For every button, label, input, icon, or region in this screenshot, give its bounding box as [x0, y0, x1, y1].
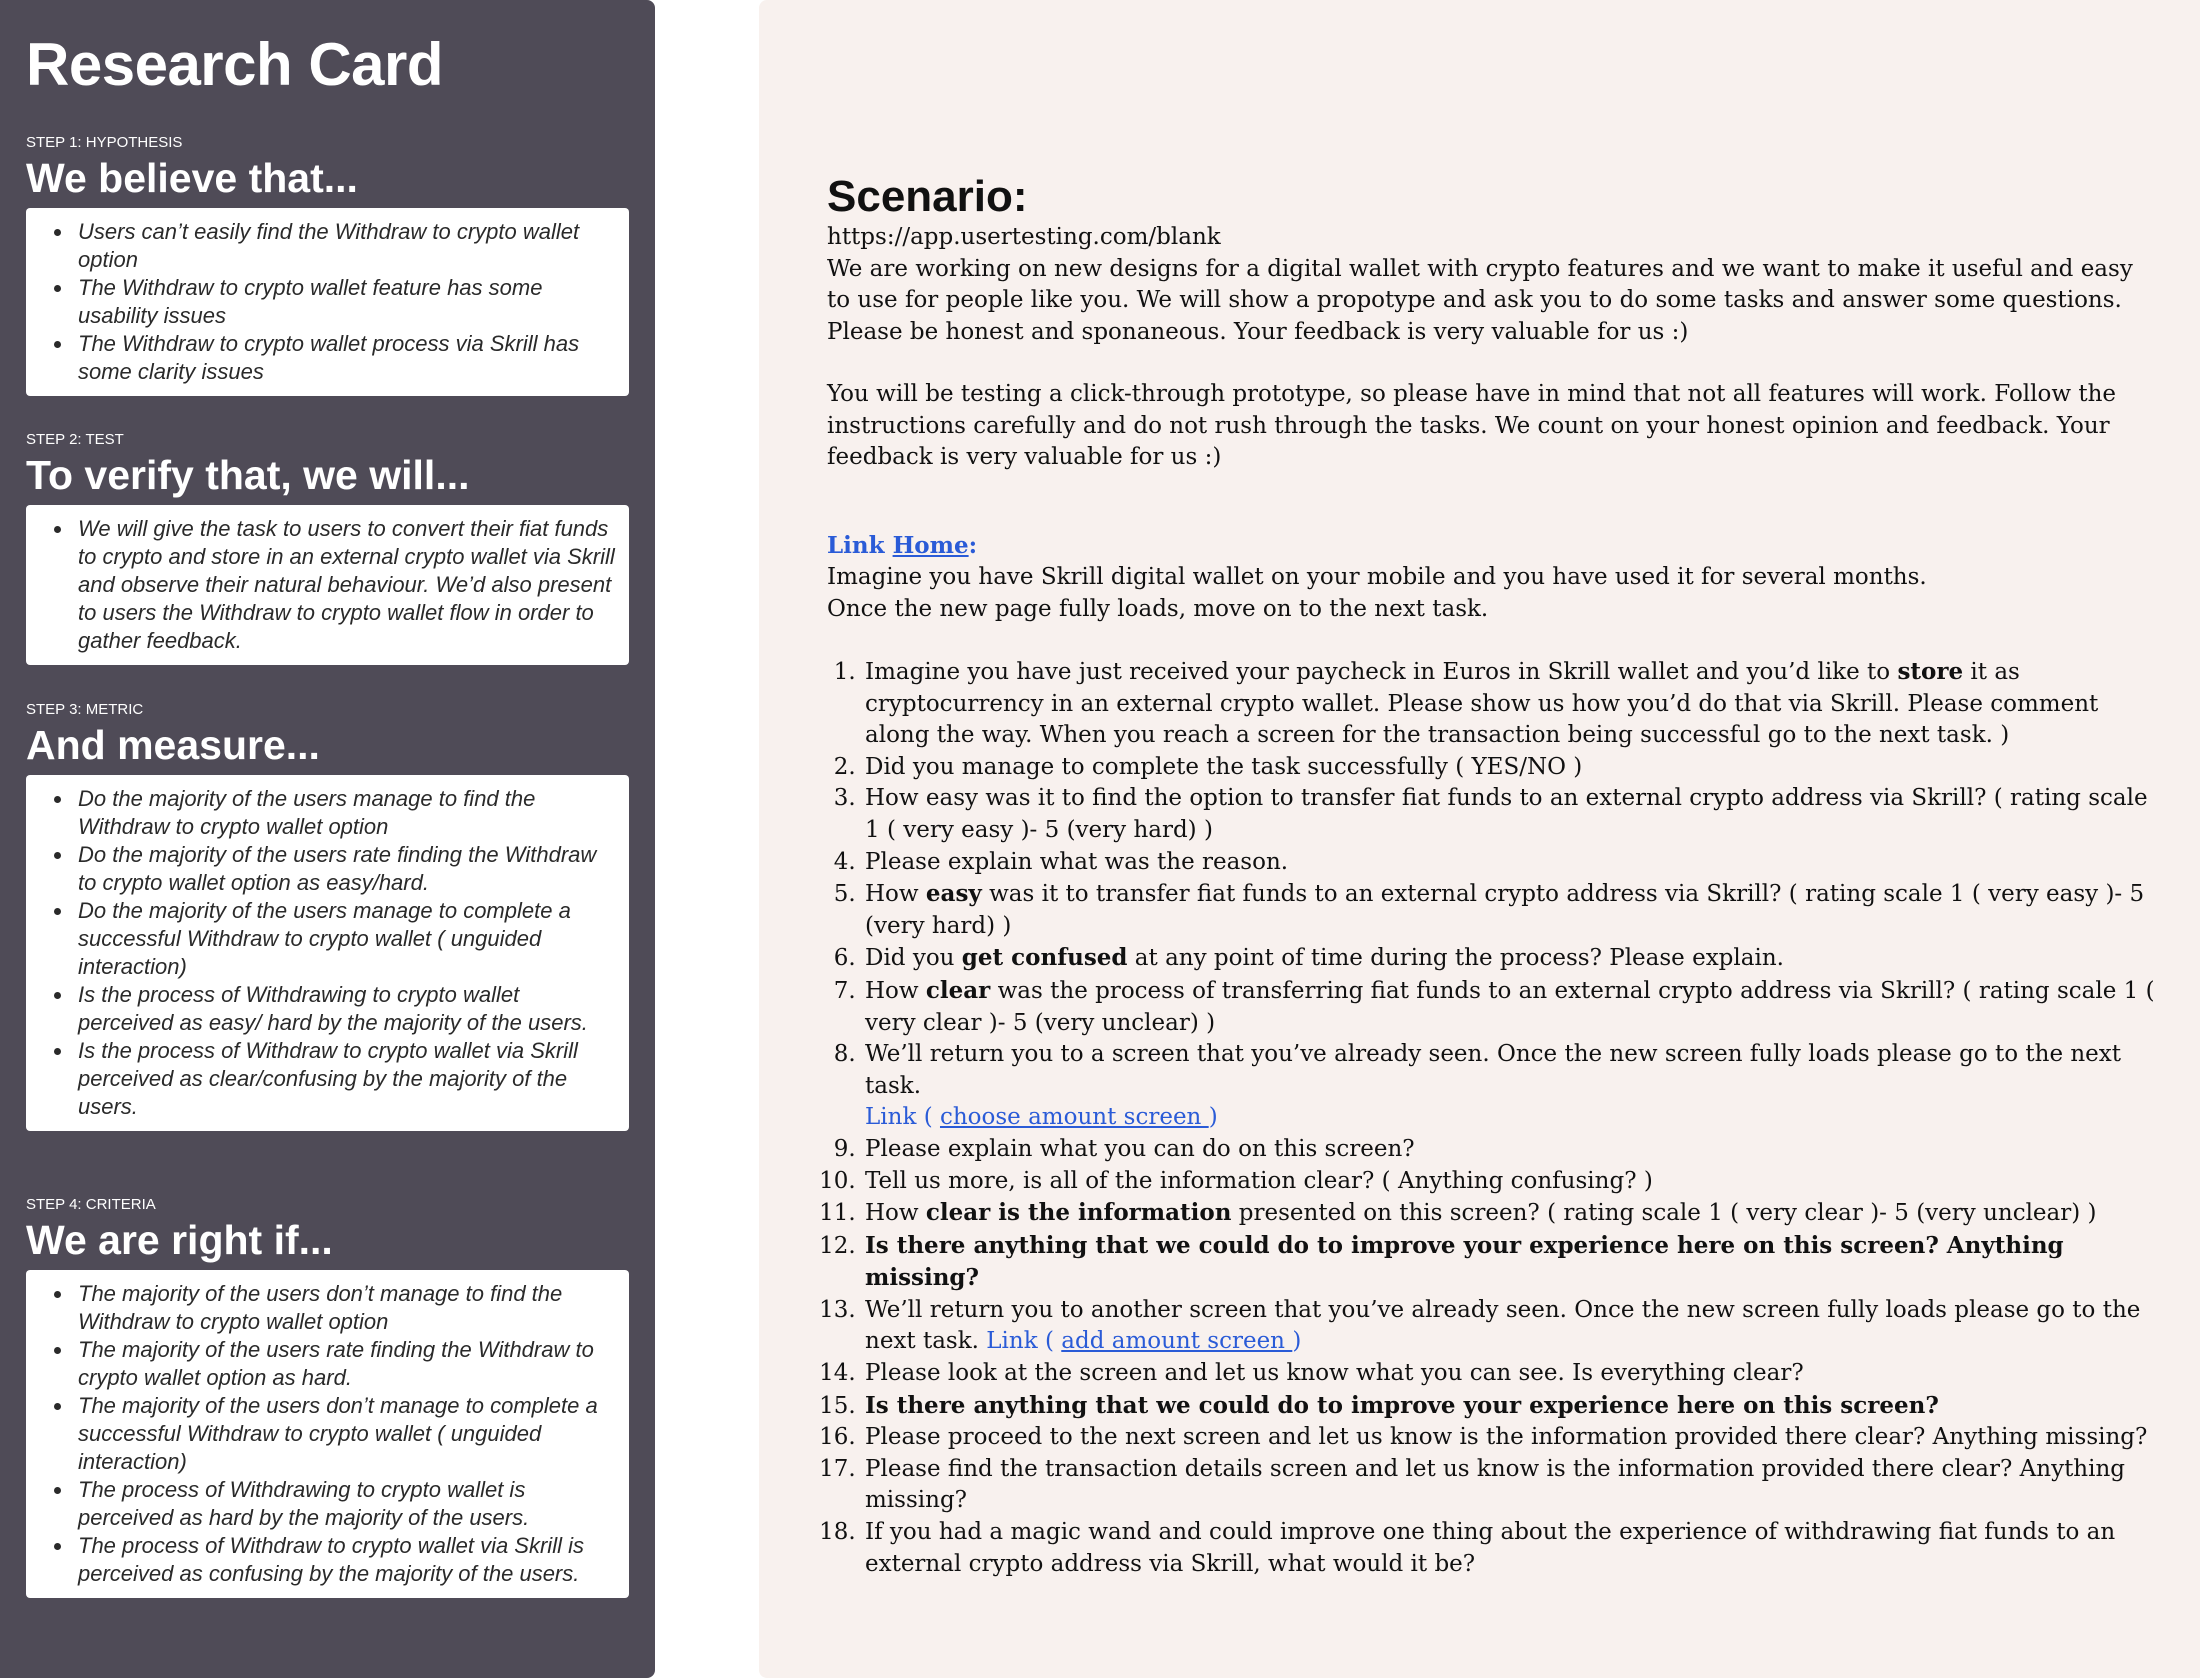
link-choose-amount-screen[interactable]: Link ( choose amount screen ): [865, 1104, 1218, 1131]
list-item: 12. Is there anything that we could do to improve your experience here on this screen? Anything missing?: [863, 1230, 2160, 1295]
link-home-line: [827, 530, 2160, 563]
card-title: Research Card: [26, 31, 444, 98]
step-hypothesis: [26, 134, 629, 396]
list-item: 17. Please find the transaction details screen and let us know is the information provided there clear? Anything missing?: [863, 1454, 2160, 1517]
step-test: [26, 431, 629, 665]
step-box: [26, 1270, 629, 1598]
list-item: • Is the process of Withdrawing to crypto wallet perceived as easy/ hard by the majority of the users.: [74, 981, 617, 1037]
list-item: 15. Is there anything that we could do to improve your experience here on this screen?: [863, 1390, 2160, 1423]
step-label: STEP 1: HYPOTHESIS: [26, 134, 183, 151]
step-heading: To verify that, we will...: [26, 452, 470, 498]
once-text: Once the new page fully loads, move on to the next task.: [827, 595, 1489, 622]
link-home[interactable]: Link Home:: [827, 531, 978, 559]
step-label: STEP 2: TEST: [26, 431, 124, 448]
list-item: • Is the process of Withdraw to crypto wallet via Skrill perceived as clear/confusing by the majority of the users.: [74, 1037, 617, 1121]
list-item: • Users can’t easily find the Withdraw to crypto wallet option: [74, 218, 617, 274]
scenario-panel: [759, 0, 2200, 1678]
scenario-intro: We are working on new designs for a digital wallet with crypto features and we want to make it useful and easy to use for people like you. We will show a propotype and ask you to do some tasks and answer some questions. Please be honest and sponaneous. Your feedback is very valuable for us :): [827, 255, 2133, 345]
list-item: 8. We’ll return you to a screen that you’ve already seen. Once the new screen fully loads please go to the next task. Link ( choose amount screen ): [863, 1039, 2160, 1134]
research-card: [0, 0, 655, 1678]
scenario-url: https://app.usertesting.com/blank: [827, 224, 1221, 250]
step-heading: We are right if...: [26, 1217, 333, 1263]
step-heading: We believe that...: [26, 155, 358, 201]
list-item: 14. Please look at the screen and let us know what you can see. Is everything clear?: [863, 1358, 2160, 1390]
list-item: 3. How easy was it to find the option to transfer fiat funds to an external crypto address via Skrill? ( rating scale 1 ( very easy )- 5 (very hard) ): [863, 783, 2160, 846]
list-item: 7. How clear was the process of transferring fiat funds to an external crypto address via Skrill? ( rating scale 1 ( very clear )- 5 (very unclear) ): [863, 975, 2160, 1039]
step-metric: [26, 701, 629, 1131]
list-item: • The Withdraw to crypto wallet feature has some usability issues: [74, 274, 617, 330]
list-item: 13. We’ll return you to another screen that you’ve already seen. Once the new screen fully loads please go to the next task. Link ( add amount screen ): [863, 1295, 2160, 1358]
list-item: • Do the majority of the users manage to complete a successful Withdraw to crypto wallet ( unguided interaction): [74, 897, 617, 981]
list-item: 9. Please explain what you can do on this screen?: [863, 1134, 2160, 1166]
step-box: [26, 208, 629, 396]
list-item: • Do the majority of the users rate finding the Withdraw to crypto wallet option as easy/hard.: [74, 841, 617, 897]
step-box: [26, 505, 629, 665]
list-item: • Do the majority of the users manage to find the Withdraw to crypto wallet option: [74, 785, 617, 841]
list-item: • The majority of the users don’t manage to complete a successful Withdraw to crypto wallet ( unguided interaction): [74, 1392, 617, 1476]
step-heading: And measure...: [26, 722, 320, 768]
scenario-intro-2: You will be testing a click-through prototype, so please have in mind that not all features will work. Follow the instructions carefully and do not rush through the tasks. We count on your honest opinion and feedback. Your feedback is very valuable for us :): [827, 381, 2117, 470]
list-item: 5. How easy was it to transfer fiat funds to an external crypto address via Skrill? ( rating scale 1 ( very easy )- 5 (very hard) ): [863, 878, 2160, 942]
task-list: [827, 656, 2160, 1580]
list-item: • The process of Withdraw to crypto wallet via Skrill is perceived as confusing by the majority of the users.: [74, 1532, 617, 1588]
list-item: • We will give the task to users to convert their fiat funds to crypto and store in an external crypto wallet via Skrill and observe their natural behaviour. We’d also present to users the Withdraw to crypto wallet flow in order to gather feedback.: [74, 515, 617, 655]
list-item: 1. Imagine you have just received your paycheck in Euros in Skrill wallet and you’d like to store it as cryptocurrency in an external crypto wallet. Please show us how you’d do that via Skrill. Please comment along the way. When you reach a screen for the transaction being successful go to the next task. ): [863, 656, 2160, 752]
list-item: 16. Please proceed to the next screen and let us know is the information provided there clear? Anything missing?: [863, 1422, 2160, 1454]
list-item: 6. Did you get confused at any point of time during the process? Please explain.: [863, 942, 2160, 975]
scenario-title: Scenario:: [827, 172, 1028, 221]
step-box: [26, 775, 629, 1131]
step-label: STEP 3: METRIC: [26, 701, 144, 718]
step-criteria: [26, 1196, 629, 1598]
link-add-amount-screen[interactable]: Link ( add amount screen ): [986, 1328, 1302, 1355]
list-item: • The majority of the users rate finding the Withdraw to crypto wallet option as hard.: [74, 1336, 617, 1392]
list-item: 18. If you had a magic wand and could improve one thing about the experience of withdrawing fiat funds to an external crypto address via Skrill, what would it be?: [863, 1517, 2160, 1580]
step-label: STEP 4: CRITERIA: [26, 1196, 156, 1213]
list-item: 4. Please explain what was the reason.: [863, 847, 2160, 879]
list-item: • The process of Withdrawing to crypto wallet is perceived as hard by the majority of the users.: [74, 1476, 617, 1532]
list-item: 11. How clear is the information presented on this screen? ( rating scale 1 ( very clear )- 5 (very unclear) ): [863, 1197, 2160, 1230]
list-item: 2. Did you manage to complete the task successfully ( YES/NO ): [863, 752, 2160, 784]
list-item: • The majority of the users don’t manage to find the Withdraw to crypto wallet option: [74, 1280, 617, 1336]
list-item: 10. Tell us more, is all of the information clear? ( Anything confusing? ): [863, 1166, 2160, 1198]
imagine-text: Imagine you have Skrill digital wallet on your mobile and you have used it for several months.: [827, 564, 1927, 590]
list-item: • The Withdraw to crypto wallet process via Skrill has some clarity issues: [74, 330, 617, 386]
